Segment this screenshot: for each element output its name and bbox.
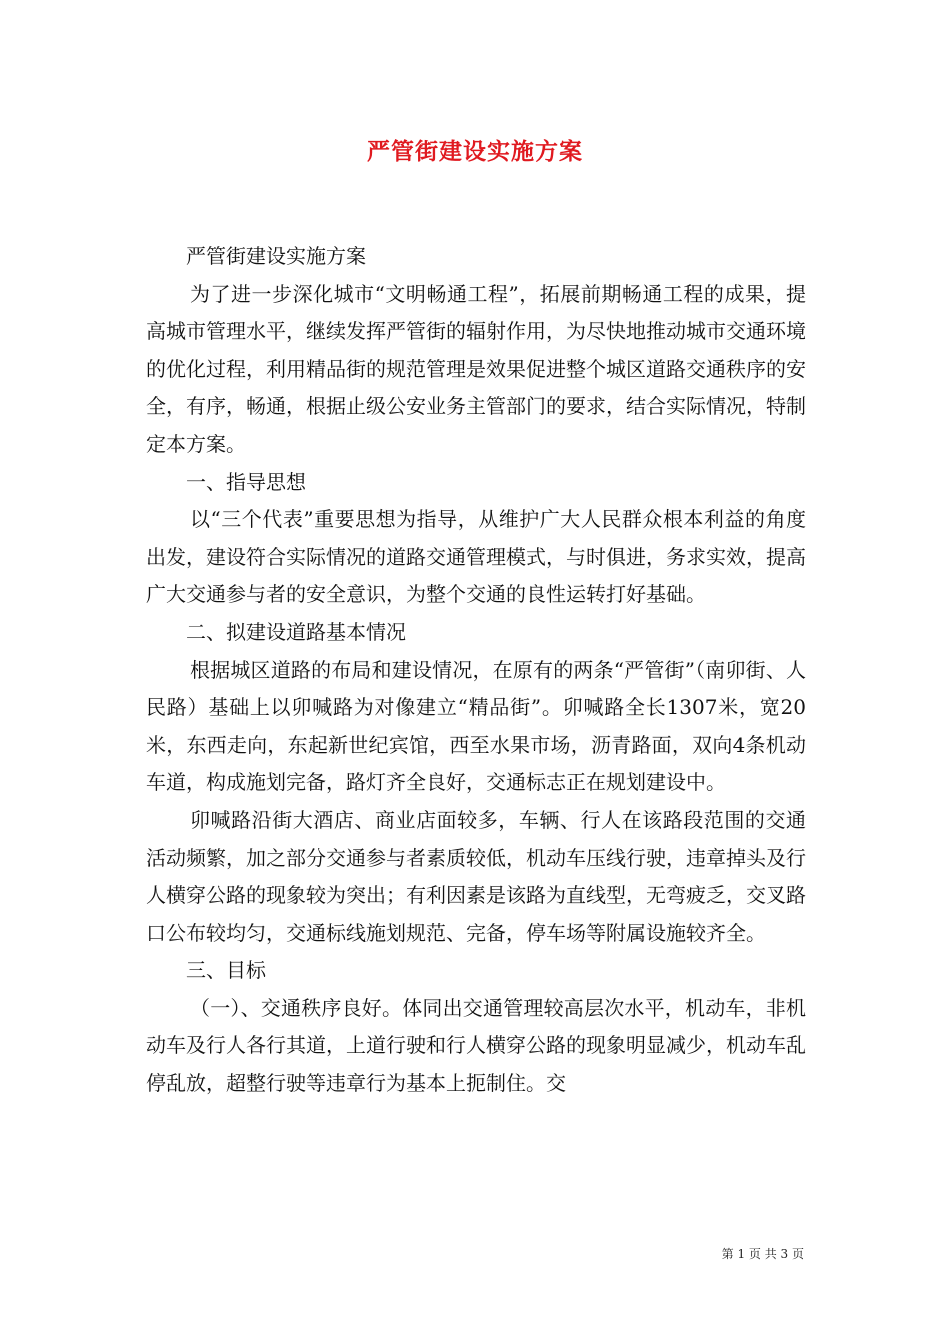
document-title: 严管街建设实施方案 (367, 138, 583, 165)
paragraph-guiding-thought: 以“三个代表”重要思想为指导，从维护广大人民群众根本利益的角度出发，建设符合实际情况的道路交通管理模式，与时俱进，务求实效，提高广大交通参与者的安全意识，为整个交通的良性运转打好基础。 (146, 507, 806, 607)
page-number: 第 1 页 共 3 页 (721, 1247, 804, 1261)
paragraph-goal-1: （一）、交通秩序良好。体同出交通管理较高层次水平，机动车，非机动车及行人各行其道，上道行驶和行人横穿公路的现象明显减少，机动车乱停乱放，超整行驶等违章行为基本上扼制住。交 (146, 995, 806, 1096)
section-heading-2: 二、拟建设道路基本情况 (186, 619, 406, 644)
paragraph-subtitle: 严管街建设实施方案 (186, 244, 366, 268)
section-heading-1: 一、指导思想 (186, 469, 306, 494)
document-body (146, 238, 806, 1103)
paragraph-road-info: 根据城区道路的布局和建设情况，在原有的两条“严管街”（南卯街、人民路）基础上以卯喊路为对像建立“精品街”。卯喊路全长1307米，宽20米，东西走向，东起新世纪宾馆，西至水果市场，沥青路面，双向4条机动车道，构成施划完备，路灯齐全良好，交通标志正在规划建设中。 (146, 657, 806, 795)
paragraph-road-conditions: 卯喊路沿街大酒店、商业店面较多，车辆、行人在该路段范围的交通活动频繁，加之部分交通参与者素质较低，机动车压线行驶，违章掉头及行人横穿公路的现象较为突出；有利因素是该路为直线型，无弯疲乏，交叉路口公布较均匀，交通标线施划规范、完备，停车场等附属设施较齐全。 (146, 807, 806, 945)
section-heading-3: 三、目标 (186, 958, 266, 983)
paragraph-intro: 为了进一步深化城市“文明畅通工程”，拓展前期畅通工程的成果，提高城市管理水平，继续发挥严管街的辐射作用，为尽快地推动城市交通环境的优化过程，利用精品街的规范管理是效果促进整个城区道路交通秩序的安全，有序，畅通，根据止级公安业务主管部门的要求，结合实际情况，特制定本方案。 (146, 281, 806, 456)
